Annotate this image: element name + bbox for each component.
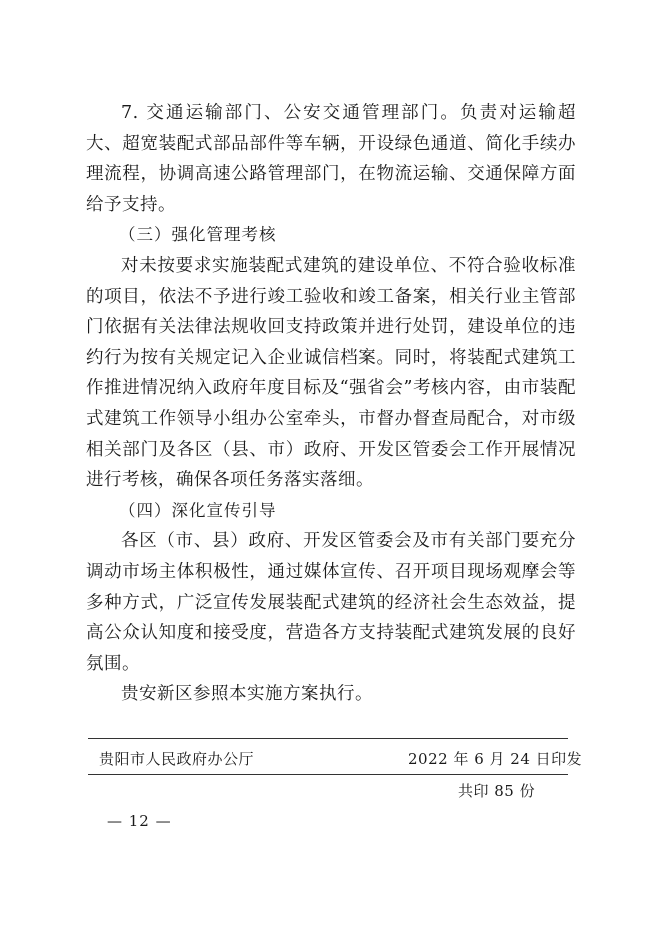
issue-date: 2022 年 6 月 24 日印发 [408, 750, 583, 768]
paragraph-guian: 贵安新区参照本实施方案执行。 [121, 684, 373, 705]
paragraph-transport: 7. 交通运输部门、公安交通管理部门。负责对运输超大、超宽装配式部品部件等车辆，开设绿色通道、简化手续办理流程，协调高速公路管理部门，在物流运输、交通保障方面给予支持。 [86, 103, 576, 215]
body-text [86, 98, 576, 710]
issuer-name: 贵阳市人民政府办公厅 [99, 750, 255, 768]
footer-top-rule [88, 738, 568, 739]
page-number: — 12 — [107, 812, 172, 830]
section-heading-3: （三）强化管理考核 [119, 225, 277, 245]
paragraph-publicity: 各区（市、县）政府、开发区管委会及市有关部门要充分调动市场主体积极性，通过媒体宣传、召开项目现场观摩会等多种方式，广泛宣传发展装配式建筑的经济社会生态效益，提高公众认知度和接受度，营造各方支持装配式建筑发展的良好氛围。 [86, 531, 576, 674]
paragraph-assessment: 对未按要求实施装配式建筑的建设单位、不符合验收标准的项目，依法不予进行竣工验收和竣工备案，相关行业主管部门依据有关法律法规收回支持政策并进行处罚，建设单位的违约行为按有关规定记入企业诚信档案。同时，将装配式建筑工作推进情况纳入政府年度目标及“强省会”考核内容，由市装配式建筑工作领导小组办公室牵头，市督办督查局配合，对市级相关部门及各区（县、市）政府、开发区管委会工作开展情况进行考核，确保各项任务落实落细。 [86, 255, 576, 491]
print-copies: 共印 85 份 [458, 782, 536, 800]
footer-middle-rule [88, 774, 568, 775]
section-heading-4: （四）深化宣传引导 [119, 500, 277, 520]
